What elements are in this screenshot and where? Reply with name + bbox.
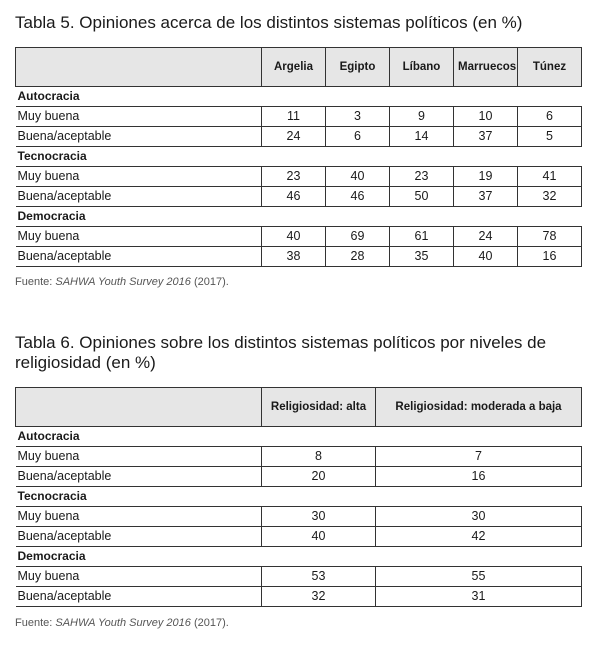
table5-cell-value: 38 — [262, 247, 326, 267]
table6-row-label: Muy buena — [16, 567, 262, 587]
table5-row-label: Buena/aceptable — [16, 247, 262, 267]
table5-cell-value: 10 — [454, 107, 518, 127]
table6-cell-value: 30 — [262, 507, 376, 527]
table6-section-label: Autocracia — [17, 429, 80, 443]
table5-column-header: Líbano — [390, 48, 454, 87]
table6-cell-value: 7 — [376, 447, 582, 467]
table5-row-label: Muy buena — [16, 167, 262, 187]
table5-source-prefix: Fuente: — [15, 276, 56, 288]
table5-cell-value: 5 — [518, 127, 582, 147]
table6-cell-value: 30 — [376, 507, 582, 527]
table6-cell-value: 40 — [262, 527, 376, 547]
table5-cell-value: 61 — [390, 227, 454, 247]
table5 — [15, 47, 582, 267]
table5-column-header: Túnez — [518, 48, 582, 87]
table6-source-italic: SAHWA Youth Survey 2016 — [55, 617, 191, 629]
table5-cell-value: 23 — [390, 167, 454, 187]
table5-cell-value: 19 — [454, 167, 518, 187]
table6-cell-value: 55 — [376, 567, 582, 587]
table5-cell-value: 3 — [326, 107, 390, 127]
table6-table-row — [16, 527, 582, 547]
table6-section-label: Democracia — [17, 549, 86, 563]
table5-column-header: Egipto — [326, 48, 390, 87]
table6-column-header: Religiosidad: alta — [262, 388, 376, 427]
table6-cell-value: 32 — [262, 587, 376, 607]
table5-cell-value: 16 — [518, 247, 582, 267]
table5-section-row — [16, 207, 582, 227]
table5-row-label: Buena/aceptable — [16, 187, 262, 207]
table5-header-blank — [16, 48, 262, 87]
table5-table-row — [16, 227, 582, 247]
table5-cell-value: 37 — [454, 187, 518, 207]
table6-row-label: Buena/aceptable — [16, 467, 262, 487]
table6-header-blank — [16, 388, 262, 427]
table6-title: Tabla 6. Opiniones sobre los distintos sistemas políticos por niveles de religiosidad (en %) — [15, 333, 547, 372]
table6-cell-value: 16 — [376, 467, 582, 487]
table6-section-row — [16, 487, 582, 507]
table6-section-row — [16, 427, 582, 447]
table6-column-header: Religiosidad: moderada a baja — [376, 388, 582, 427]
table5-cell-value: 14 — [390, 127, 454, 147]
table6-table-row — [16, 567, 582, 587]
table5-section-row — [16, 147, 582, 167]
table5-cell-value: 69 — [326, 227, 390, 247]
table5-cell-value: 9 — [390, 107, 454, 127]
table5-header-row — [16, 48, 582, 87]
table5-cell-value: 46 — [262, 187, 326, 207]
table5-cell-value: 40 — [454, 247, 518, 267]
table6-section-row — [16, 547, 582, 567]
table5-cell-value: 24 — [262, 127, 326, 147]
table5-row-label: Muy buena — [16, 107, 262, 127]
table5-section-label: Democracia — [17, 209, 86, 223]
table6-row-label: Muy buena — [16, 507, 262, 527]
table5-table-row — [16, 167, 582, 187]
table5-section-label: Autocracia — [17, 89, 80, 103]
table5-column-header: Marruecos — [454, 48, 518, 87]
table5-cell-value: 28 — [326, 247, 390, 267]
table5-source-italic: SAHWA Youth Survey 2016 — [55, 276, 191, 288]
table6-row-label: Buena/aceptable — [16, 527, 262, 547]
table6-cell-value: 42 — [376, 527, 582, 547]
table6 — [15, 387, 582, 607]
table6-source-suffix: (2017). — [190, 617, 229, 629]
table5-cell-value: 78 — [518, 227, 582, 247]
table5-cell-value: 41 — [518, 167, 582, 187]
table6-source — [15, 617, 229, 629]
table5-section-label: Tecnocracia — [17, 149, 87, 163]
table5-table-row — [16, 107, 582, 127]
table5-cell-value: 37 — [454, 127, 518, 147]
table5-cell-value: 24 — [454, 227, 518, 247]
table5-title: Tabla 5. Opiniones acerca de los distintos sistemas políticos (en %) — [15, 13, 523, 32]
table6-cell-value: 20 — [262, 467, 376, 487]
table5-table-row — [16, 247, 582, 267]
table5-cell-value: 46 — [326, 187, 390, 207]
table6-table-row — [16, 447, 582, 467]
table5-column-header: Argelia — [262, 48, 326, 87]
table5-cell-value: 6 — [518, 107, 582, 127]
table6-cell-value: 53 — [262, 567, 376, 587]
table5-cell-value: 40 — [326, 167, 390, 187]
table5-source-suffix: (2017). — [190, 276, 229, 288]
table6-row-label: Muy buena — [16, 447, 262, 467]
table5-table-row — [16, 127, 582, 147]
table6-source-prefix: Fuente: — [15, 617, 56, 629]
table6-cell-value: 31 — [376, 587, 582, 607]
table5-cell-value: 6 — [326, 127, 390, 147]
table5-cell-value: 11 — [262, 107, 326, 127]
table6-header-row — [16, 388, 582, 427]
table5-row-label: Buena/aceptable — [16, 127, 262, 147]
table6-row-label: Buena/aceptable — [16, 587, 262, 607]
table5-source — [15, 276, 229, 288]
table6-cell-value: 8 — [262, 447, 376, 467]
table6-section-label: Tecnocracia — [17, 489, 87, 503]
table5-cell-value: 50 — [390, 187, 454, 207]
table6-table-row — [16, 507, 582, 527]
table5-cell-value: 32 — [518, 187, 582, 207]
table5-row-label: Muy buena — [16, 227, 262, 247]
table5-table-row — [16, 187, 582, 207]
table5-section-row — [16, 87, 582, 107]
table5-cell-value: 23 — [262, 167, 326, 187]
table5-cell-value: 35 — [390, 247, 454, 267]
table6-table-row — [16, 587, 582, 607]
table5-cell-value: 40 — [262, 227, 326, 247]
table6-table-row — [16, 467, 582, 487]
